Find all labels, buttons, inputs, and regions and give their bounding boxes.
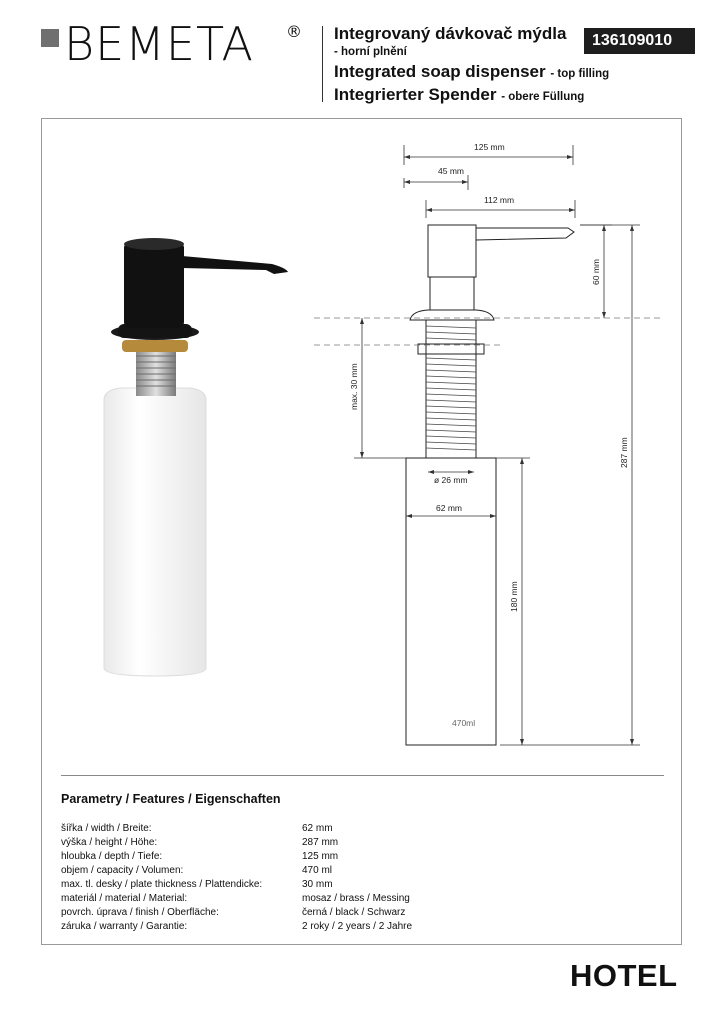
param-label: povrch. úprava / finish / Oberfläche: (61, 907, 219, 918)
dim-label-287: 287 mm (619, 437, 629, 468)
dim-label-180: 180 mm (509, 581, 519, 612)
param-value: černá / black / Schwarz (302, 907, 406, 918)
params-title: Parametry / Features / Eigenschaften (61, 792, 281, 806)
title-de: Integrierter Spender (334, 85, 497, 104)
param-value: 62 mm (302, 823, 333, 834)
param-value: 287 mm (302, 837, 339, 848)
params-divider (61, 775, 664, 776)
param-label: záruka / warranty / Garantie: (61, 921, 188, 932)
bottle-capacity-label: 470ml (452, 718, 476, 728)
header-divider (322, 26, 323, 102)
title-de-line (334, 85, 584, 105)
param-value: 470 ml (302, 865, 333, 876)
title-cz: Integrovaný dávkovač mýdla (334, 24, 567, 43)
subtitle-de: - obere Füllung (501, 91, 585, 103)
param-label: materiál / material / Material: (61, 893, 188, 904)
technical-drawing (300, 135, 680, 760)
brand-logo: BEMETA (64, 17, 254, 71)
dim-label-45: 45 mm (438, 166, 464, 176)
param-label: výška / height / Höhe: (61, 837, 158, 848)
logo-square-mark (41, 29, 59, 47)
drawing-bottle (406, 458, 496, 745)
param-value: 2 roky / 2 years / 2 Jahre (302, 921, 413, 932)
category-label: HOTEL (570, 958, 678, 993)
title-en-line (334, 62, 609, 82)
drawing-flange (410, 310, 494, 320)
drawing-nut (418, 344, 484, 354)
dim-label-112: 112 mm (484, 195, 515, 205)
dim-label-60: 60 mm (591, 259, 601, 285)
product-photo (90, 228, 300, 688)
dim-label-125: 125 mm (474, 142, 505, 152)
dim-label-26: ø 26 mm (434, 475, 468, 485)
drawing-pump-head (428, 225, 476, 277)
drawing-spout (476, 228, 574, 240)
param-label: max. tl. desky / plate thickness / Plattendicke: (61, 879, 263, 890)
param-label: šířka / width / Breite: (61, 823, 152, 834)
param-label: objem / capacity / Volumen: (61, 865, 184, 876)
param-value: mosaz / brass / Messing (302, 893, 410, 904)
registered-mark: ® (286, 22, 302, 41)
param-value: 125 mm (302, 851, 339, 862)
param-value: 30 mm (302, 879, 333, 890)
drawing-neck (430, 277, 474, 310)
param-label: hloubka / depth / Tiefe: (61, 851, 163, 862)
subtitle-cz: - horní plnění (334, 46, 407, 58)
dim-label-max30: max. 30 mm (349, 363, 359, 410)
subtitle-en: - top filling (550, 68, 610, 80)
title-en: Integrated soap dispenser (334, 62, 546, 81)
product-code: 136109010 (584, 28, 695, 54)
dim-label-62: 62 mm (436, 503, 462, 513)
